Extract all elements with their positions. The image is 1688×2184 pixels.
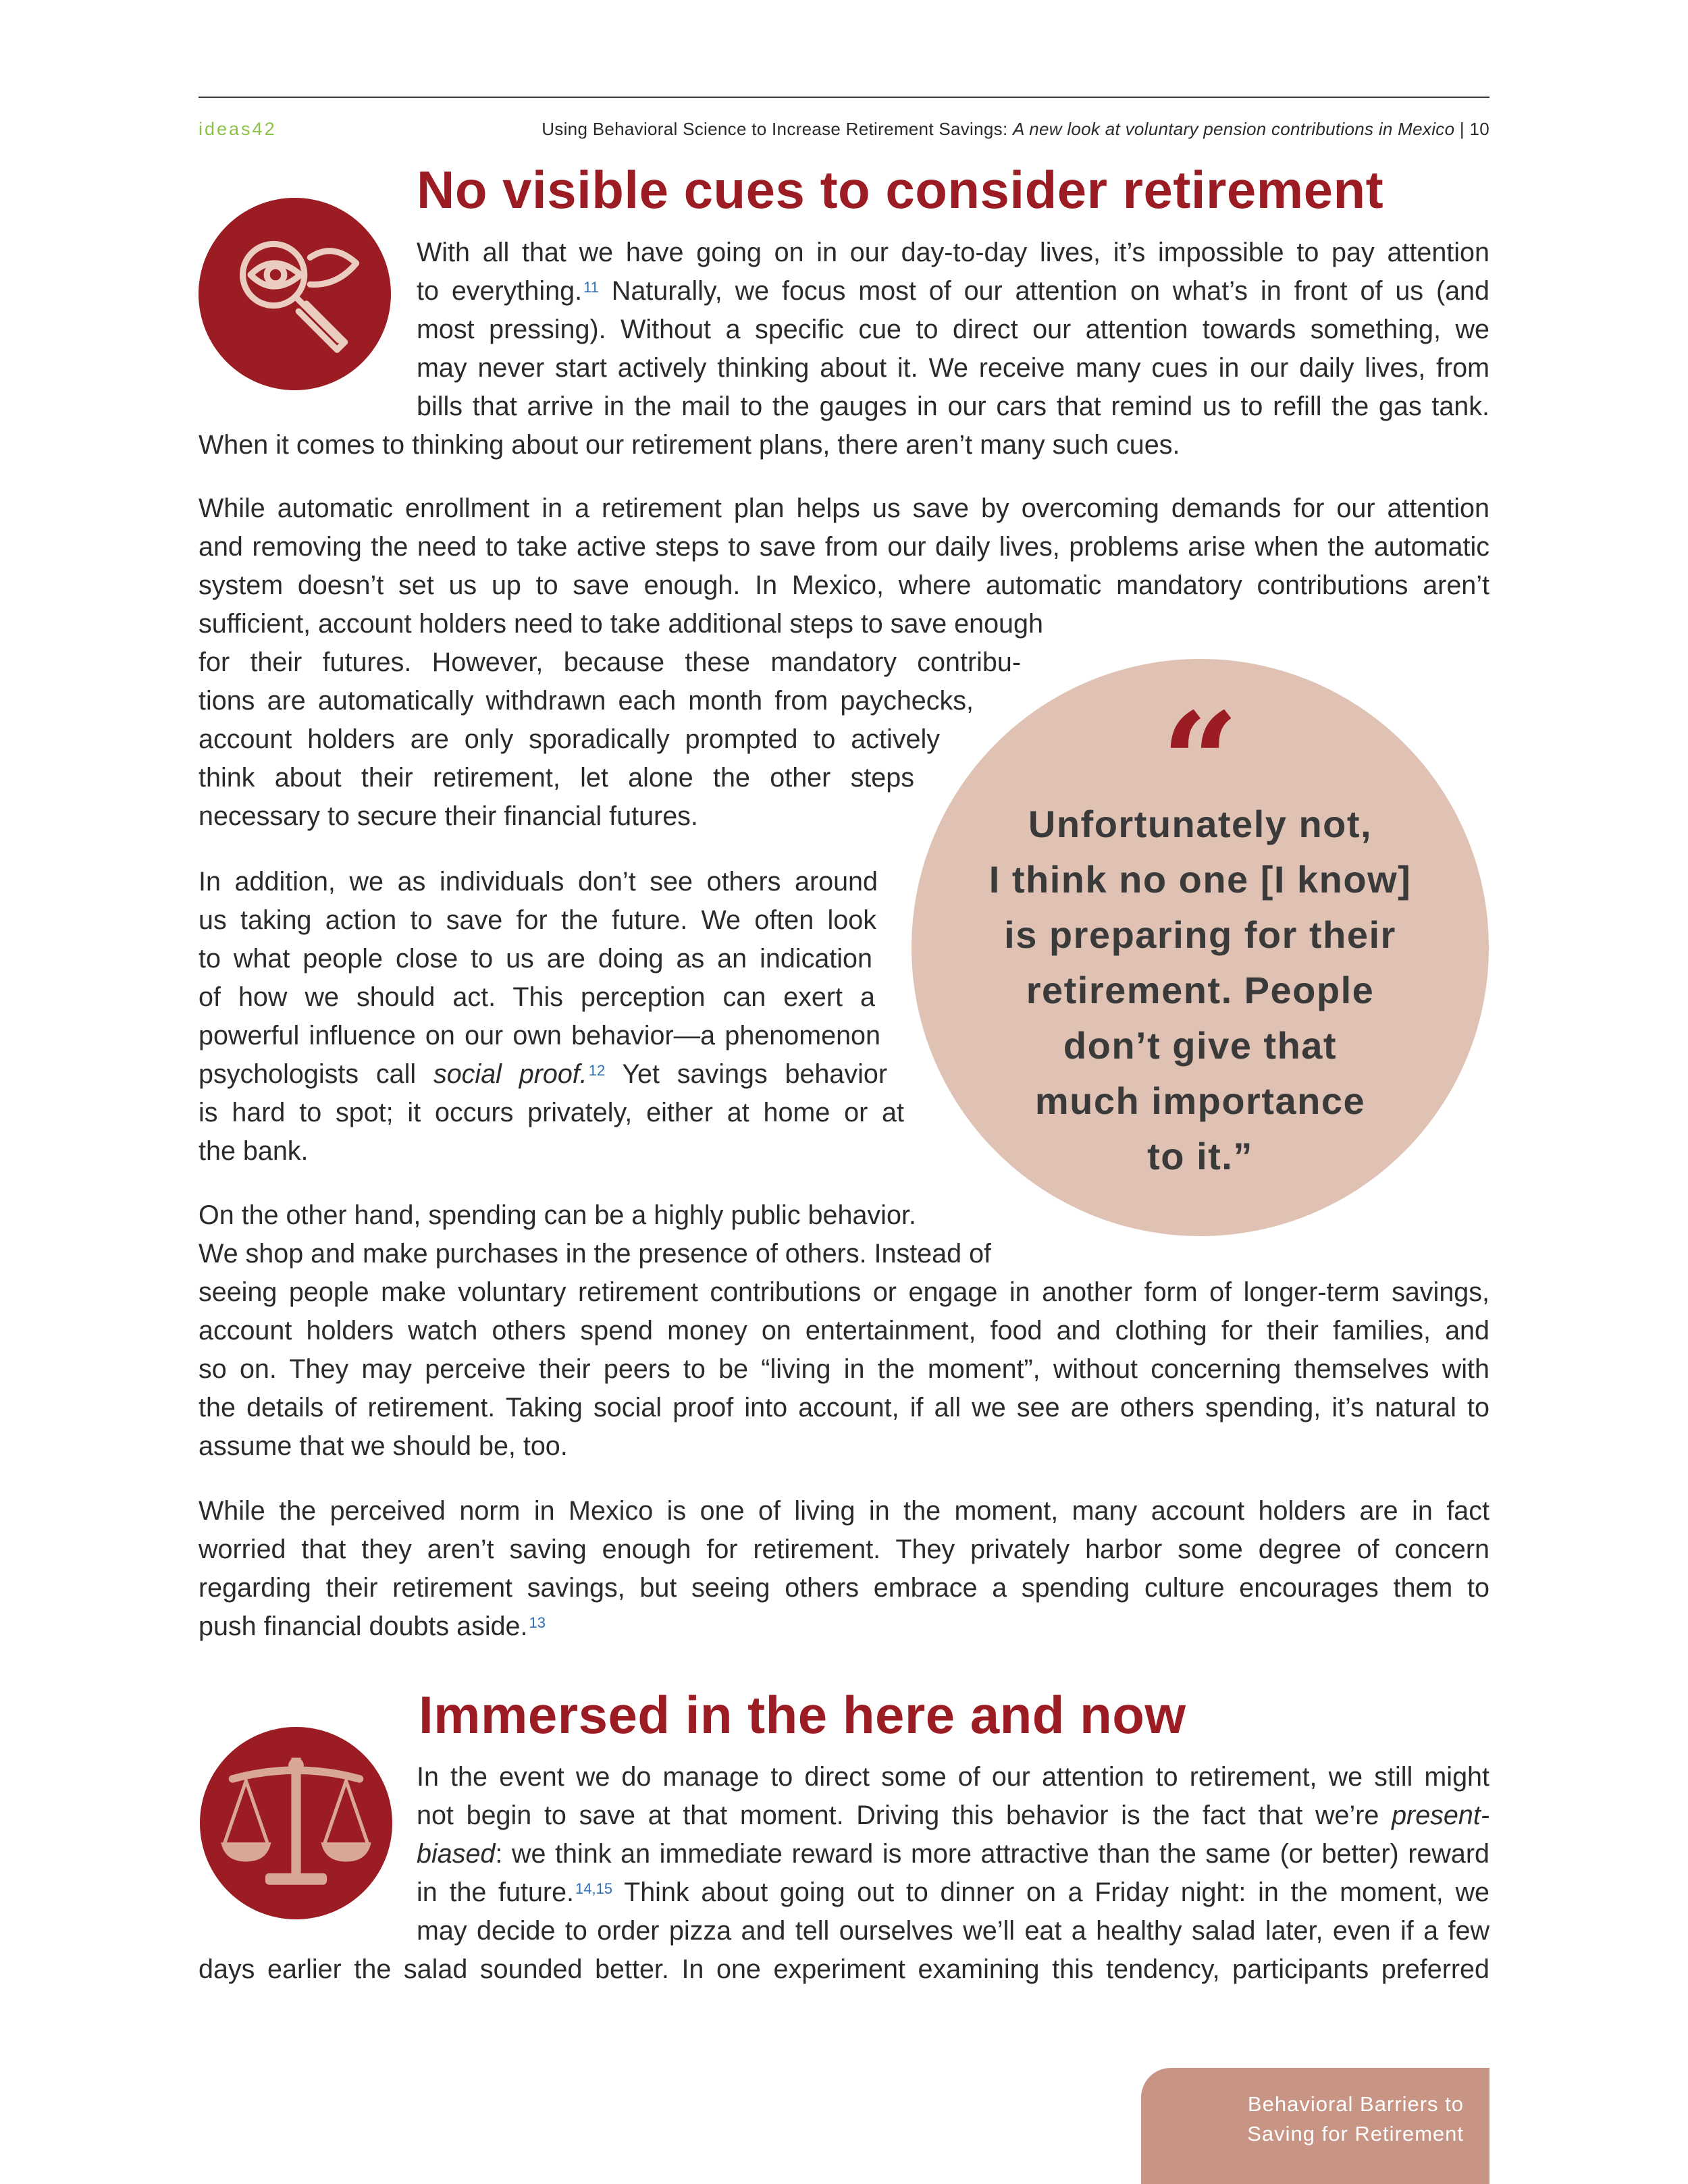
text-line: On the other hand, spending can be a highly public behavior.	[199, 1200, 916, 1230]
text-line: assume that we should be, too.	[199, 1431, 568, 1461]
text-line: most pressing). Without a specific cue to direct our attention towards something, we	[417, 315, 1489, 344]
text-run: not begin to save at that moment. Driving this behavior is the fact that we’re	[417, 1801, 1379, 1830]
section-tab-label: Behavioral Barriers to Saving for Retirement	[1247, 2092, 1464, 2146]
text-run: Yet savings behavior	[622, 1059, 887, 1089]
text-line: account holders watch others spend money on entertainment, food and clothing for their families, and	[199, 1316, 1489, 1346]
paragraph-cues-5	[199, 1492, 1489, 1646]
text-line: With all that we have going on in our day-to-day lives, it’s impossible to pay attention	[417, 238, 1489, 267]
text-line: think about their retirement, let alone the other steps	[199, 763, 914, 793]
paragraph-cues-2a	[199, 489, 1489, 643]
text-run: in the future.	[417, 1877, 575, 1907]
text-line: the bank.	[199, 1136, 309, 1166]
text-line: of how we should act. This perception can exert a	[199, 982, 875, 1012]
text-line: account holders are only sporadically prompted to actively	[199, 724, 940, 754]
text-line: may decide to order pizza and tell ourselves we’ll eat a healthy salad later, even if a few	[417, 1916, 1489, 1946]
running-title: Using Behavioral Science to Increase Retirement Savings:	[542, 119, 1008, 139]
text-line: powerful influence on our own behavior—a phenomenon	[199, 1021, 880, 1050]
text-line	[417, 1835, 1489, 1873]
text-line: seeing people make voluntary retirement contributions or engage in another form of longer-term savings,	[199, 1277, 1489, 1307]
text-run: psychologists call	[199, 1059, 417, 1089]
text-line: and removing the need to take active steps to save from our daily lives, problems arise when the automatic	[199, 532, 1489, 562]
text-line	[417, 1873, 1489, 1912]
text-line	[199, 1607, 1489, 1646]
text-line: the details of retirement. Taking social proof into account, if all we see are others spending, it’s natural to	[199, 1393, 1489, 1422]
page-number: 10	[1469, 119, 1489, 139]
text-line: sufficient, account holders need to take additional steps to save enough	[199, 609, 1043, 639]
text-line: While automatic enrollment in a retirement plan helps us save by overcoming demands for our attention	[199, 494, 1489, 523]
footnote-ref[interactable]: 12	[588, 1062, 606, 1079]
text-line: may never start actively thinking about it. We receive many cues in our daily lives, from	[417, 353, 1489, 383]
paragraph-cues-3	[199, 863, 904, 1171]
text-run: Think about going out to dinner on a Friday night: in the moment, we	[624, 1877, 1489, 1907]
text-line	[417, 272, 1489, 311]
text-line: so on. They may perceive their peers to be “living in the moment”, without concerning themselves with	[199, 1354, 1489, 1384]
balance-scale-icon	[200, 1727, 392, 1919]
section-heading-here-now: Immersed in the here and now	[419, 1685, 1186, 1744]
paragraph-here-now-end	[199, 1950, 1489, 1989]
paragraph-cues-1-end	[199, 426, 1489, 464]
text-line: In the event we do manage to direct some of our attention to retirement, we still might	[417, 1762, 1489, 1792]
header-separator: |	[1459, 119, 1465, 139]
text-line: is hard to spot; it occurs privately, either at home or at	[199, 1098, 904, 1127]
quote-mark-icon: “	[1161, 683, 1240, 842]
text-line: We shop and make purchases in the presence of others. Instead of	[199, 1239, 992, 1269]
text-run: push financial doubts aside.	[199, 1612, 528, 1641]
text-line: regarding their retirement savings, but seeing others embrace a spending culture encourages them to	[199, 1573, 1489, 1603]
text-line: When it comes to thinking about our retirement plans, there aren’t many such cues.	[199, 430, 1180, 460]
brand-logo-text: ideas42	[199, 119, 277, 139]
text-line: for their futures. However, because these mandatory contribu-	[199, 647, 1021, 677]
running-subtitle: A new look at voluntary pension contributions in Mexico	[1013, 119, 1455, 139]
footnote-ref[interactable]: 11	[583, 279, 599, 296]
footnote-ref[interactable]: 14,15	[575, 1880, 613, 1897]
header-rule	[199, 97, 1489, 98]
text-run: Naturally, we focus most of our attention on what’s in front of us (and	[611, 276, 1489, 306]
paragraph-cues-2b	[199, 643, 1022, 836]
text-line: days earlier the salad sounded better. In one experiment examining this tendency, participants preferred	[199, 1954, 1489, 1984]
text-run: to everything.	[417, 276, 583, 306]
text-line: worried that they aren’t saving enough for retirement. They privately harbor some degree of concern	[199, 1535, 1489, 1564]
text-line: to what people close to us are doing as an indication	[199, 944, 872, 974]
term-present-biased: present-	[1392, 1801, 1489, 1830]
paragraph-cues-4	[199, 1196, 1489, 1466]
running-header	[542, 119, 1489, 140]
paragraph-here-now	[417, 1758, 1489, 1950]
text-line: bills that arrive in the mail to the gauges in our cars that remind us to refill the gas tank.	[417, 392, 1489, 421]
text-line	[199, 1055, 887, 1094]
text-line	[417, 1796, 1489, 1835]
paragraph-cues-1	[417, 234, 1489, 426]
footnote-ref[interactable]: 13	[529, 1614, 546, 1631]
text-line: While the perceived norm in Mexico is one of living in the moment, many account holders are in fact	[199, 1496, 1489, 1526]
magnifier-eye-icon	[199, 198, 391, 390]
text-run: : we think an immediate reward is more attractive than the same (or better) reward	[495, 1839, 1489, 1869]
text-line: tions are automatically withdrawn each month from paychecks,	[199, 686, 974, 716]
text-line: us taking action to save for the future. We often look	[199, 905, 876, 935]
section-heading-cues: No visible cues to consider retirement	[417, 160, 1384, 219]
text-line: In addition, we as individuals don’t see others around	[199, 867, 878, 897]
pull-quote-text: Unfortunately not, I think no one [I know] is preparing for their retirement. People don’t give that much importance to it.”	[988, 803, 1412, 1177]
text-line: necessary to secure their financial futures.	[199, 801, 698, 831]
text-line: system doesn’t set us up to save enough. In Mexico, where automatic mandatory contributions aren’t	[199, 570, 1489, 600]
term-social-proof: social proof.	[433, 1059, 587, 1089]
term-present-biased: biased	[417, 1839, 496, 1869]
